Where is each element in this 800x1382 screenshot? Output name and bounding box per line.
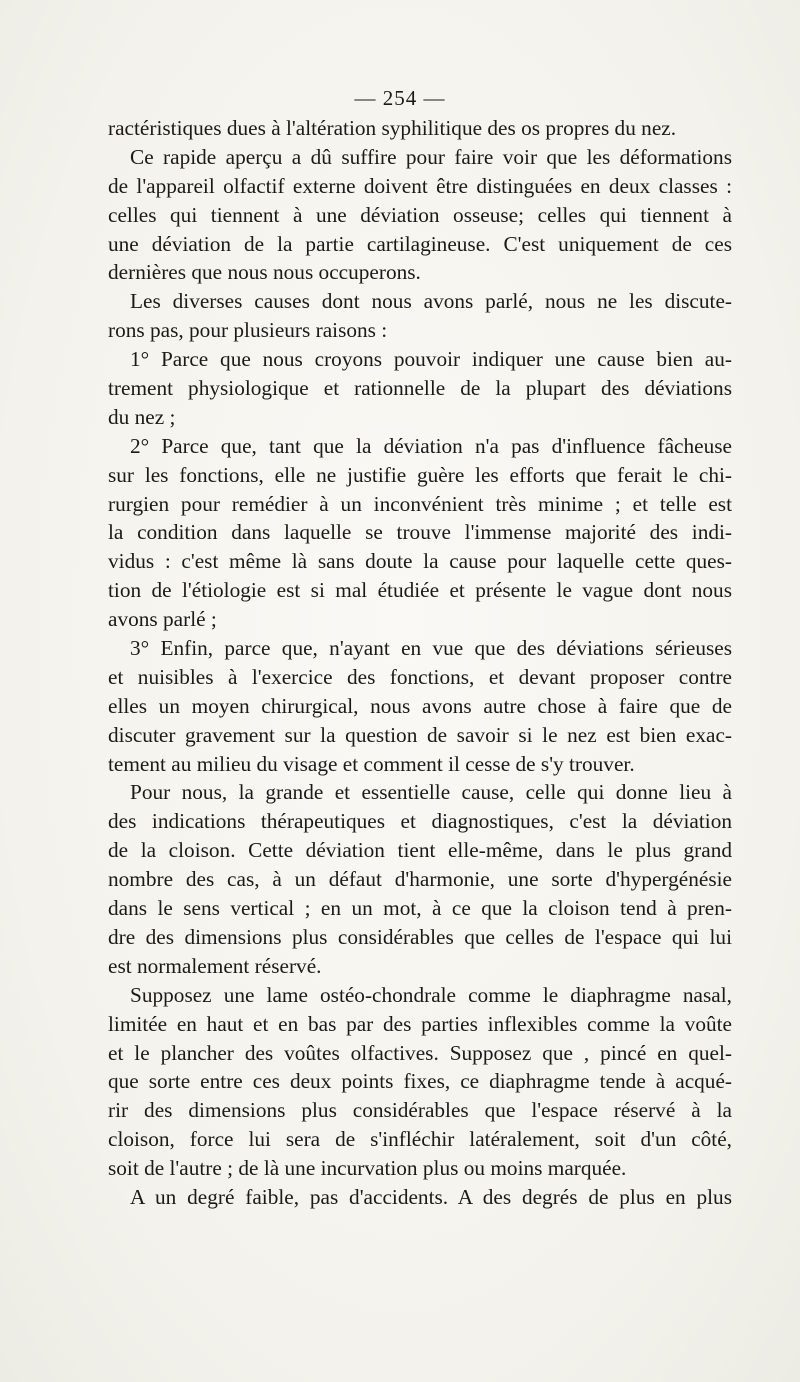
text-line: vidus : c'est même là sans doute la cause pour laquelle cette ques- xyxy=(108,549,732,574)
text-line: tion de l'étiologie est si mal étudiée et présente le vague dont nous xyxy=(108,578,732,603)
text-line: Ce rapide aperçu a dû suffire pour faire voir que les déformations xyxy=(130,144,732,169)
text-line: elles un moyen chirurgical, nous avons autre chose à faire que de xyxy=(108,693,732,718)
text-line: rurgien pour remédier à un inconvénient très minime ; et telle est xyxy=(108,491,732,516)
text-line: cloison, force lui sera de s'infléchir latéralement, soit d'un côté, xyxy=(108,1127,732,1152)
text-line: une déviation de la partie cartilagineuse. C'est uniquement de ces xyxy=(108,231,732,256)
body-text xyxy=(108,114,732,1212)
page-number: — 254 — xyxy=(354,86,446,110)
text-line: du nez ; xyxy=(108,404,176,429)
text-line: A un degré faible, pas d'accidents. A des degrés de plus en plus xyxy=(130,1184,732,1209)
text-line: des indications thérapeutiques et diagnostiques, c'est la déviation xyxy=(108,809,732,834)
text-line: 3° Enfin, parce que, n'ayant en vue que des déviations sérieuses xyxy=(130,636,732,661)
text-line: de la cloison. Cette déviation tient elle-même, dans le plus grand xyxy=(108,838,732,863)
text-line: ractéristiques dues à l'altération syphilitique des os propres du nez. xyxy=(108,116,677,140)
text-line: 2° Parce que, tant que la déviation n'a pas d'influence fâcheuse xyxy=(130,433,732,458)
text-line: tement au milieu du visage et comment il cesse de s'y trouver. xyxy=(108,751,635,776)
text-line: Supposez une lame ostéo-chondrale comme le diaphragme nasal, xyxy=(130,982,732,1007)
text-line: et nuisibles à l'exercice des fonctions, et devant proposer contre xyxy=(108,664,732,689)
text-line: 1° Parce que nous croyons pouvoir indiquer une cause bien au- xyxy=(130,347,732,372)
text-line: trement physiologique et rationnelle de la plupart des déviations xyxy=(108,376,732,401)
text-line: la condition dans laquelle se trouve l'immense majorité des indi- xyxy=(108,520,732,545)
text-line: rons pas, pour plusieurs raisons : xyxy=(108,318,388,343)
text-line: nombre des cas, à un défaut d'harmonie, une sorte d'hypergénésie xyxy=(108,867,732,892)
text-line: dans le sens vertical ; en un mot, à ce que la cloison tend à pren- xyxy=(108,896,732,921)
text-line: et le plancher des voûtes olfactives. Supposez que , pincé en quel- xyxy=(108,1040,732,1065)
text-line: de l'appareil olfactif externe doivent être distinguées en deux classes : xyxy=(108,173,732,198)
text-line: discuter gravement sur la question de savoir si le nez est bien exac- xyxy=(108,722,732,747)
text-line: rir des dimensions plus considérables que l'espace réservé à la xyxy=(108,1098,732,1123)
text-line: que sorte entre ces deux points fixes, ce diaphragme tende à acqué- xyxy=(108,1069,732,1094)
text-line: Pour nous, la grande et essentielle cause, celle qui donne lieu à xyxy=(130,780,732,805)
text-line: dre des dimensions plus considérables que celles de l'espace qui lui xyxy=(108,924,732,949)
text-line: Les diverses causes dont nous avons parlé, nous ne les discute- xyxy=(130,289,732,314)
text-line: soit de l'autre ; de là une incurvation plus ou moins marquée. xyxy=(108,1156,627,1181)
text-line: est normalement réservé. xyxy=(108,953,322,978)
text-line: limitée en haut et en bas par des parties inflexibles comme la voûte xyxy=(108,1011,732,1036)
text-line: avons parlé ; xyxy=(108,607,217,632)
text-line: sur les fonctions, elle ne justifie guère les efforts que ferait le chi- xyxy=(108,462,732,487)
text-line: celles qui tiennent à une déviation osseuse; celles qui tiennent à xyxy=(108,202,732,227)
text-line: dernières que nous nous occuperons. xyxy=(108,260,421,285)
